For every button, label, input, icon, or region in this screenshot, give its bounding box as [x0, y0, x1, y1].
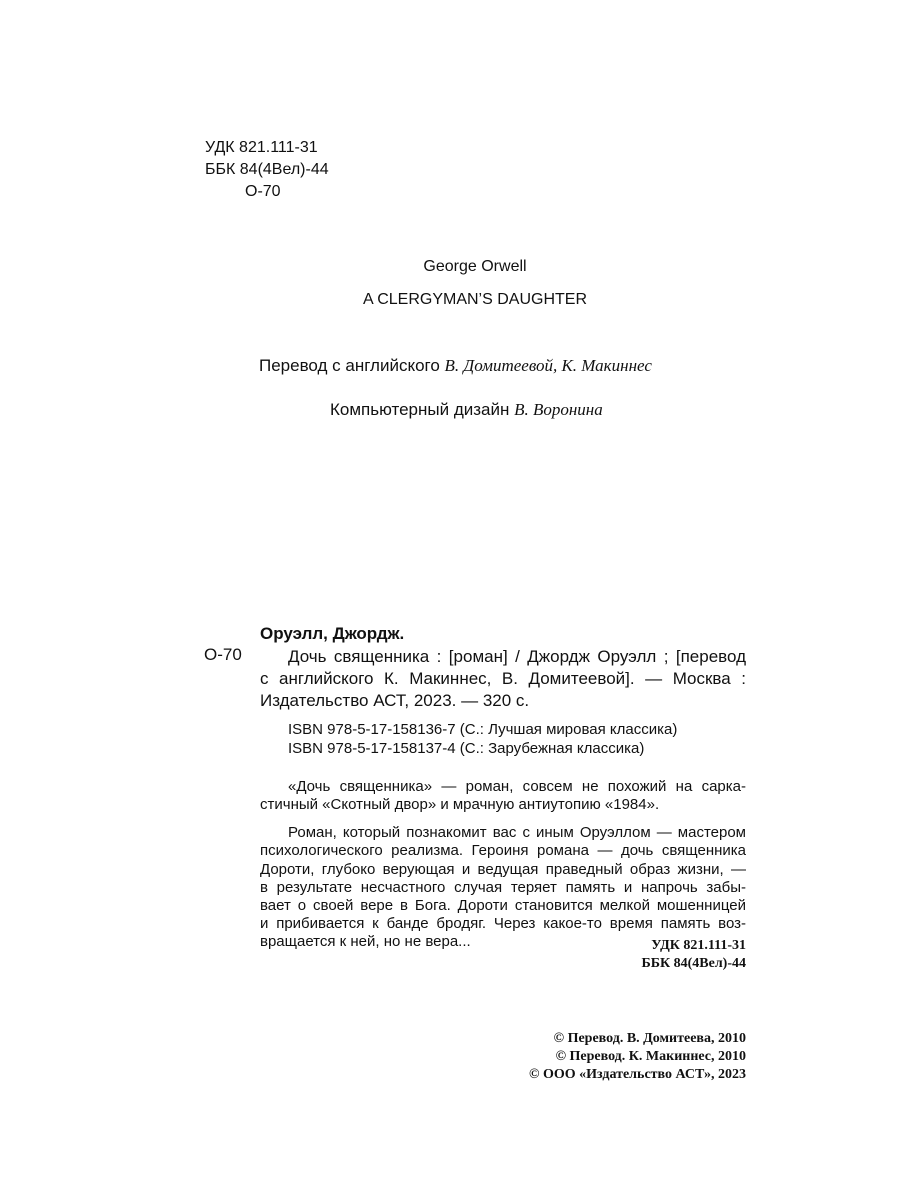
catalog-heading: Оруэлл, Джордж.: [260, 624, 405, 643]
copyright-line: © ООО «Издательство АСТ», 2023: [528, 1067, 746, 1082]
translation-prefix: Перевод с английского: [259, 356, 445, 375]
udk-code: УДК 821.111-31: [205, 139, 318, 156]
designer: В. Воронина: [514, 400, 603, 419]
annotation-line: психологического реализма. Героиня романа — дочь священника: [260, 842, 746, 859]
annotation-line: Дороти, глубоко верующая и ведущая праведный образ жизни, —: [260, 861, 746, 878]
original-author: George Orwell: [423, 258, 527, 275]
annotation-line: в результате несчастного случая теряет память и напрочь забы-: [260, 879, 746, 896]
annotation-line: вращается к ней, но не вера...: [260, 933, 471, 950]
bbk-code: ББК 84(4Вел)-44: [205, 161, 329, 178]
design-credit: [330, 398, 603, 421]
annotation-line: и прибивается к банде бродяг. Через какое-то время память воз-: [260, 915, 746, 932]
catalog-description-line: Издательство АСТ, 2023. — 320 с.: [260, 691, 530, 710]
copyright-line: © Перевод. К. Макиннес, 2010: [555, 1049, 746, 1064]
catalog-description-line: Дочь священника : [роман] / Джордж Оруэлл ; [перевод: [288, 647, 746, 666]
isbn-line: ISBN 978-5-17-158137-4 (С.: Зарубежная классика): [288, 740, 645, 757]
translators: В. Домитеевой, К. Макиннес: [444, 356, 652, 375]
translation-credit: [259, 354, 652, 377]
card-bbk-code: ББК 84(4Вел)-44: [641, 956, 746, 971]
author-sign: О-70: [245, 183, 281, 200]
design-prefix: Компьютерный дизайн: [330, 400, 515, 419]
annotation-line: вает о своей вере в Бога. Дороти становится мелкой мошенницей: [260, 897, 746, 914]
annotation-line: стичный «Скотный двор» и мрачную антиутопию «1984».: [260, 796, 660, 813]
annotation-line: Роман, который познакомит вас с иным Оруэллом — мастером: [288, 824, 746, 841]
card-udk-code: УДК 821.111-31: [651, 938, 746, 953]
annotation-line: «Дочь священника» — роман, совсем не похожий на сарка-: [288, 778, 746, 795]
catalog-description-line: с английского К. Макиннес, В. Домитеевой]. — Москва :: [260, 669, 746, 688]
original-title: A CLERGYMAN’S DAUGHTER: [362, 291, 588, 308]
isbn-line: ISBN 978-5-17-158136-7 (С.: Лучшая мировая классика): [288, 721, 678, 738]
copyright-line: © Перевод. В. Домитеева, 2010: [553, 1031, 746, 1046]
catalog-sign: О-70: [204, 645, 242, 664]
